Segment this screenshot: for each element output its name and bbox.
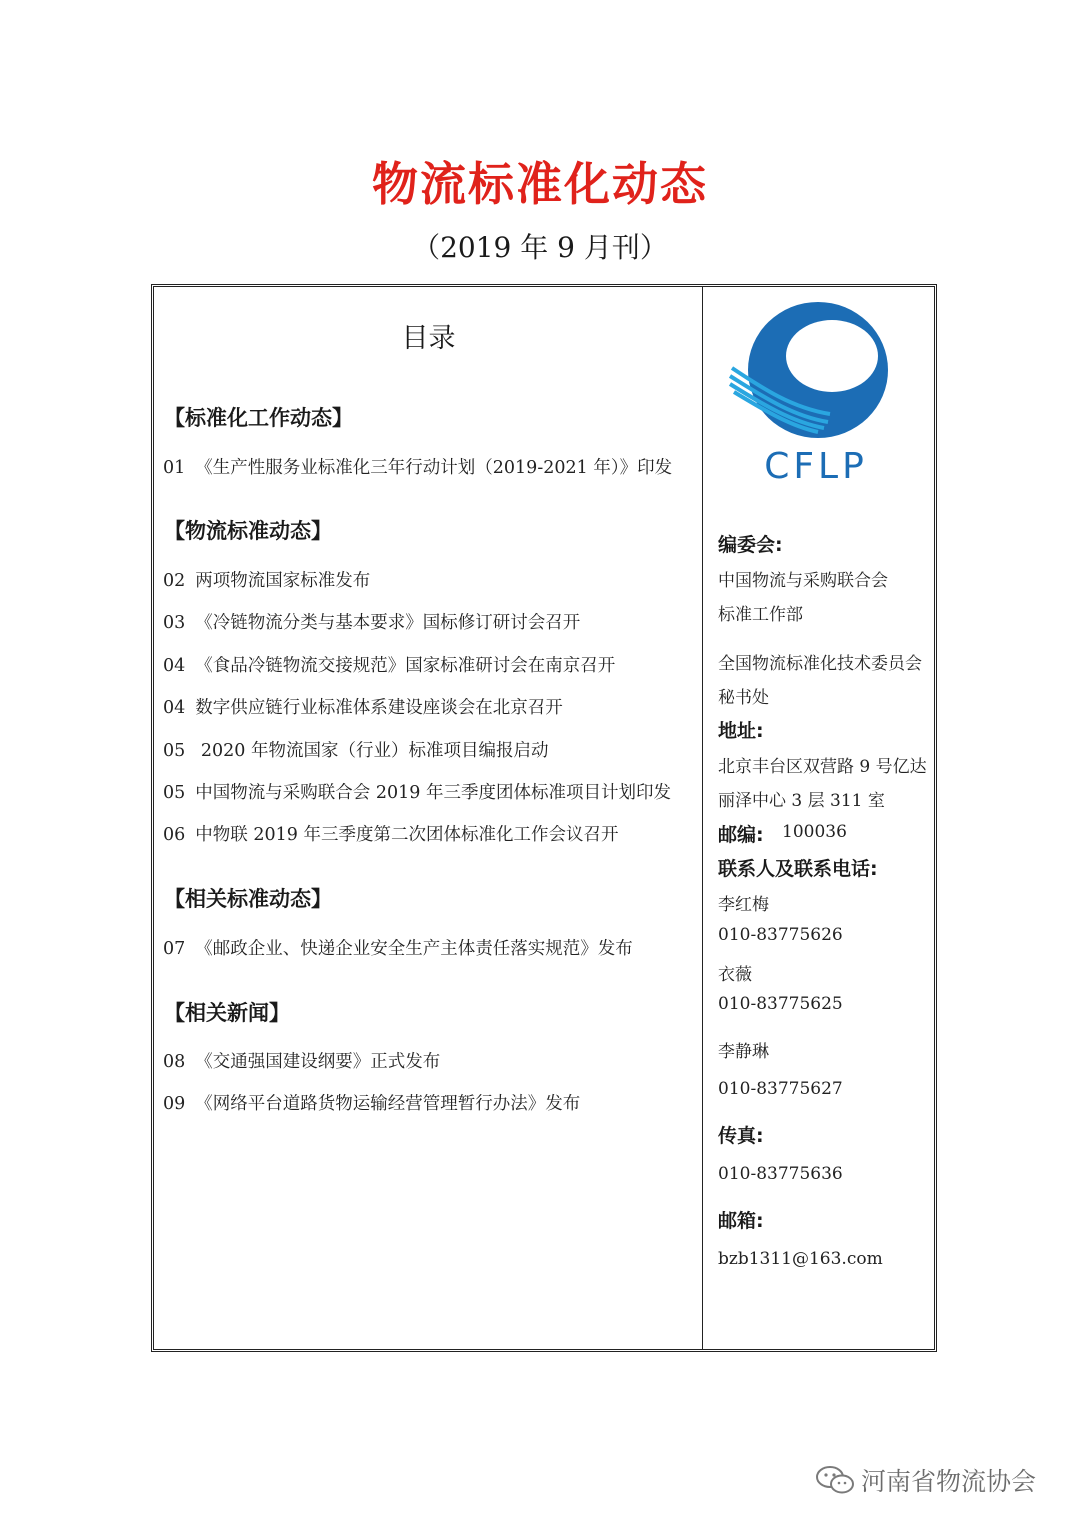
toc-item-text: 《邮政企业、快递企业安全生产主体责任落实规范》发布: [195, 939, 633, 959]
toc-section-title: 【标准化工作动态】: [164, 406, 353, 430]
address-line1: 北京丰台区双营路 9 号亿达: [718, 757, 927, 777]
editorial-label: 编委会:: [718, 534, 783, 556]
toc-item-number: 02: [163, 571, 186, 591]
email-value[interactable]: bzb1311@163.com: [718, 1249, 883, 1269]
toc-heading: 目录: [401, 323, 456, 354]
toc-section-title: 【相关标准动态】: [164, 887, 332, 911]
contact-phone: 010-83775627: [718, 1079, 843, 1099]
logo-text: CFLP: [764, 446, 868, 487]
toc-item-text: 《网络平台道路货物运输经营管理暂行办法》发布: [195, 1094, 581, 1114]
watermark: [815, 1460, 1036, 1500]
toc-item-text: 《冷链物流分类与基本要求》国标修订研讨会召开: [195, 613, 581, 633]
contact-name: 李红梅: [718, 895, 769, 915]
toc-section-title: 【相关新闻】: [164, 1001, 290, 1025]
toc-item[interactable]: [163, 1048, 440, 1073]
toc-item-number: 04: [163, 656, 186, 676]
toc-item-number: 08: [163, 1052, 186, 1072]
toc-item[interactable]: [163, 737, 548, 762]
toc-item[interactable]: [163, 454, 672, 479]
toc-item-text: 《食品冷链物流交接规范》国家标准研讨会在南京召开: [195, 656, 616, 676]
fax-value: 010-83775636: [718, 1164, 843, 1184]
issue-date: （2019 年 9 月刊）: [412, 231, 668, 264]
toc-item-number: 01: [163, 458, 186, 478]
toc-item-text: 中物联 2019 年三季度第二次团体标准化工作会议召开: [195, 825, 619, 845]
address-label: 地址:: [718, 720, 764, 742]
toc-item[interactable]: [163, 935, 633, 960]
toc-item-number: 09: [163, 1094, 186, 1114]
toc-item[interactable]: [163, 567, 370, 592]
toc-section-title: 【物流标准动态】: [164, 519, 332, 543]
postcode-label: 邮编:: [718, 824, 764, 846]
toc-item-number: 05: [163, 741, 186, 761]
toc-item-text: 数字供应链行业标准体系建设座谈会在北京召开: [195, 698, 563, 718]
toc-item-number: 05: [163, 783, 186, 803]
contact-phone: 010-83775626: [718, 925, 843, 945]
toc-item-text: 两项物流国家标准发布: [195, 571, 371, 591]
toc-item[interactable]: [163, 779, 671, 804]
org2-line1: 全国物流标准化技术委员会: [718, 654, 922, 674]
contacts-label: 联系人及联系电话:: [718, 858, 878, 880]
toc-item-number: 04: [163, 698, 186, 718]
toc-item[interactable]: [163, 1090, 580, 1115]
org2-line2: 秘书处: [718, 688, 769, 708]
toc-item-number: 03: [163, 613, 186, 633]
fax-label: 传真:: [718, 1125, 764, 1147]
toc-item[interactable]: [163, 694, 563, 719]
wechat-icon: [815, 1463, 855, 1497]
toc-item-number: 07: [163, 939, 186, 959]
watermark-text: 河南省物流协会: [861, 1467, 1037, 1496]
toc-item-text: 中国物流与采购联合会 2019 年三季度团体标准项目计划印发: [195, 783, 671, 803]
column-divider: [702, 286, 703, 1350]
document-title: 物流标准化动态: [372, 157, 708, 211]
toc-item[interactable]: [163, 821, 618, 846]
address-line2: 丽泽中心 3 层 311 室: [718, 791, 885, 811]
postcode-value: 100036: [782, 822, 847, 842]
toc-item[interactable]: [163, 609, 580, 634]
toc-item-text: 《生产性服务业标准化三年行动计划（2019-2021 年）》印发: [195, 458, 673, 478]
toc-item[interactable]: [163, 652, 615, 677]
email-label: 邮箱:: [718, 1210, 764, 1232]
contact-name: 衣薇: [718, 965, 752, 985]
toc-item-number: 06: [163, 825, 186, 845]
toc-item-text: 2020 年物流国家（行业）标准项目编报启动: [195, 741, 549, 761]
contact-phone: 010-83775625: [718, 994, 843, 1014]
contact-name: 李静琳: [718, 1042, 769, 1062]
toc-item-text: 《交通强国建设纲要》正式发布: [195, 1052, 441, 1072]
org1-line1: 中国物流与采购联合会: [718, 571, 888, 591]
org1-line2: 标准工作部: [718, 605, 803, 625]
